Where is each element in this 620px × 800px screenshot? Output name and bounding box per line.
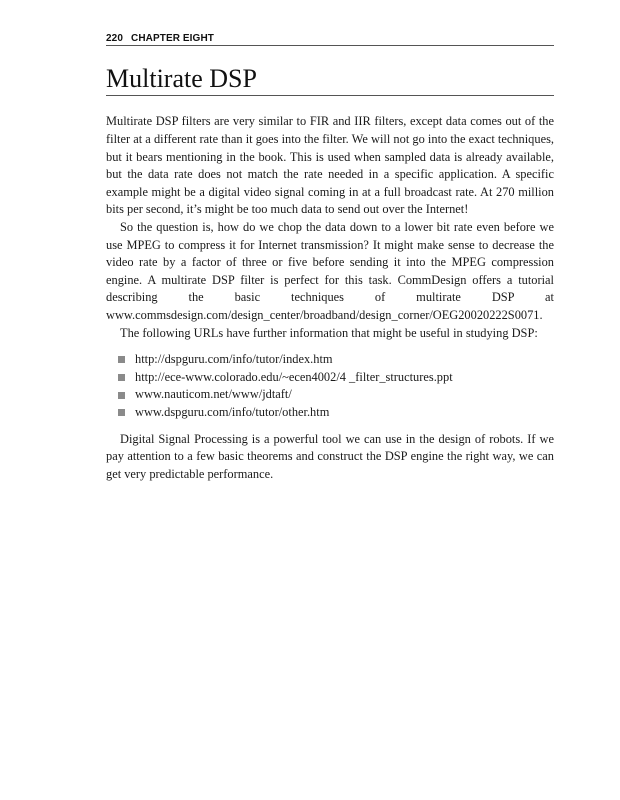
url-list — [106, 351, 554, 421]
paragraph-intro: Multirate DSP filters are very similar to FIR and IIR filters, except data comes out of the filter at a different rate than it goes into the filter. We will not go into the exact techniques, but it bears mentioning in the book. This is used when sampled data is already available, but the data rate does not match the rate needed in a specific application. A specific example might be a digital video signal coming in at a full broadcast rate. At 270 million bits per second, it’s might be too much data to send out over the Internet! — [106, 114, 554, 217]
running-header — [106, 30, 554, 46]
book-page — [106, 30, 554, 483]
chapter-label: CHAPTER EIGHT — [131, 33, 214, 44]
url-text[interactable]: http://dspguru.com/info/tutor/index.htm — [135, 352, 333, 367]
url-text[interactable]: www.nauticom.net/www/jdtaft/ — [135, 387, 292, 402]
square-bullet-icon — [118, 374, 125, 381]
section-title: Multirate DSP — [106, 64, 554, 96]
square-bullet-icon — [118, 409, 125, 416]
list-item[interactable] — [118, 386, 554, 404]
paragraph-closing: Digital Signal Processing is a powerful tool we can use in the design of robots. If we pay attention to a few basic theorems and construct the DSP engine the right way, we can get very predictable performance. — [106, 431, 554, 481]
square-bullet-icon — [118, 392, 125, 399]
list-item[interactable] — [118, 351, 554, 369]
paragraph-urls-intro: The following URLs have further information that might be useful in studying DSP: — [120, 325, 538, 340]
square-bullet-icon — [118, 356, 125, 363]
url-text[interactable]: www.dspguru.com/info/tutor/other.htm — [135, 404, 330, 419]
page-number: 220 — [106, 33, 123, 44]
body-text — [106, 113, 554, 483]
list-item[interactable] — [118, 404, 554, 422]
list-item[interactable] — [118, 369, 554, 387]
paragraph-mpeg: So the question is, how do we chop the data down to a lower bit rate even before we use MPEG to compress it for Internet transmission? It might make sense to decrease the video rate by a factor of three or five before sending it into the MPEG compression engine. A multirate DSP filter is perfect for this task. CommDesign offers a tutorial describing the basic techniques of multirate DSP at www.commsdesign.com/design_center/broadband/design_corner/OEG20020222S0071. — [106, 219, 554, 322]
url-text[interactable]: http://ece-www.colorado.edu/~ecen4002/4 _filter_structures.ppt — [135, 369, 453, 384]
